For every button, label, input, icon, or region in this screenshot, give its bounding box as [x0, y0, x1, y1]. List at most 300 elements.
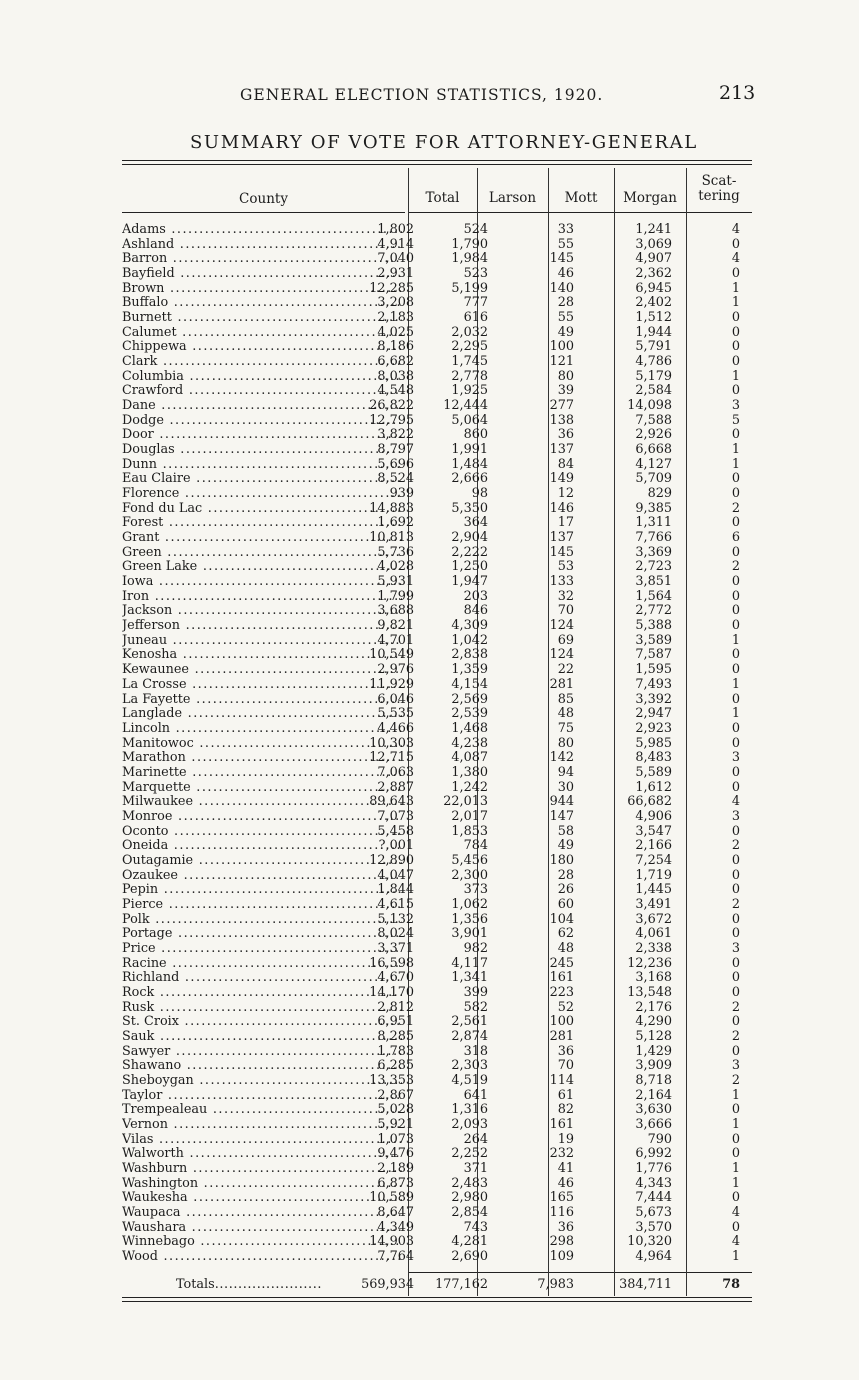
- county-name: Brown .....: [122, 282, 402, 297]
- morgan-votes: 2,723: [635, 559, 672, 575]
- table-row: [122, 1074, 752, 1089]
- scattering-votes: 0: [731, 603, 740, 619]
- total-votes: 10,549: [369, 647, 414, 663]
- county-name: Adams .....: [122, 223, 402, 238]
- larson-votes: 2,017: [451, 808, 488, 824]
- total-votes: 5,028: [377, 1102, 414, 1118]
- mott-votes: 75: [557, 720, 574, 736]
- mott-votes: 22: [557, 662, 574, 678]
- mott-votes: 180: [549, 852, 574, 868]
- scattering-votes: 0: [731, 383, 740, 399]
- morgan-votes: 2,772: [635, 603, 672, 619]
- morgan-votes: 7,587: [635, 647, 672, 663]
- mott-votes: 82: [557, 1102, 574, 1118]
- morgan-votes: 5,179: [635, 368, 672, 384]
- table-row: [122, 267, 752, 282]
- table-row: [122, 869, 752, 884]
- header-scattering-line2: tering: [698, 188, 740, 204]
- scattering-votes: 0: [731, 618, 740, 634]
- mott-votes: 277: [549, 398, 574, 414]
- table-row: [122, 854, 752, 869]
- mott-votes: 46: [557, 266, 574, 282]
- total-votes: 8,647: [377, 1205, 414, 1221]
- mott-votes: 48: [557, 940, 574, 956]
- larson-votes: 2,874: [451, 1028, 488, 1044]
- total-votes: 1,692: [377, 515, 414, 531]
- table-row: [122, 355, 752, 370]
- morgan-votes: 3,630: [635, 1102, 672, 1118]
- scattering-votes: 0: [731, 324, 740, 340]
- mott-votes: 147: [549, 808, 574, 824]
- morgan-votes: 5,985: [635, 735, 672, 751]
- scattering-votes: 0: [731, 911, 740, 927]
- county-name: Portage .....: [122, 927, 402, 942]
- larson-votes: 5,199: [451, 280, 488, 296]
- scattering-votes: 3: [731, 940, 740, 956]
- total-votes: 14,883: [369, 500, 414, 516]
- table-row: [122, 927, 752, 942]
- county-name: Oneida .....: [122, 839, 402, 854]
- larson-votes: 2,303: [451, 1058, 488, 1074]
- total-votes: 2,931: [377, 266, 414, 282]
- county-name: Walworth .....: [122, 1147, 402, 1162]
- county-rows: [122, 223, 752, 1265]
- total-votes: 8,024: [377, 926, 414, 942]
- total-votes: 14,903: [369, 1234, 414, 1250]
- morgan-votes: 10,320: [627, 1234, 672, 1250]
- mott-votes: 36: [557, 427, 574, 443]
- table-row: [122, 1206, 752, 1221]
- mott-votes: 161: [549, 970, 574, 986]
- mott-votes: 17: [557, 515, 574, 531]
- scattering-votes: 1: [731, 676, 740, 692]
- total-votes: 9,821: [377, 618, 414, 634]
- morgan-votes: 3,392: [635, 691, 672, 707]
- county-name: Dodge .....: [122, 414, 402, 429]
- county-name: Langlade .....: [122, 707, 402, 722]
- total-votes: 3,688: [377, 603, 414, 619]
- county-name: Crawford .....: [122, 384, 402, 399]
- running-head: [240, 82, 760, 104]
- county-name: Calumet .....: [122, 326, 402, 341]
- morgan-votes: 3,168: [635, 970, 672, 986]
- mott-votes: 142: [549, 750, 574, 766]
- total-votes: 1,802: [377, 222, 414, 237]
- county-name: St. Croix .....: [122, 1015, 402, 1030]
- scattering-votes: 1: [731, 632, 740, 648]
- county-name: La Crosse .....: [122, 678, 402, 693]
- scattering-votes: 0: [731, 515, 740, 531]
- morgan-votes: 2,166: [635, 838, 672, 854]
- morgan-votes: 5,673: [635, 1205, 672, 1221]
- mott-votes: 104: [549, 911, 574, 927]
- mott-votes: 48: [557, 706, 574, 722]
- mott-votes: 80: [557, 735, 574, 751]
- mott-votes: 145: [549, 251, 574, 267]
- morgan-votes: 6,668: [635, 442, 672, 458]
- table-row: [122, 693, 752, 708]
- county-name: Ashland .....: [122, 238, 402, 253]
- mott-votes: 281: [549, 1028, 574, 1044]
- table-row: [122, 839, 752, 854]
- larson-votes: 1,341: [451, 970, 488, 986]
- county-name: La Fayette .....: [122, 693, 402, 708]
- scattering-votes: 1: [731, 1161, 740, 1176]
- county-name: Rock .....: [122, 986, 402, 1001]
- scattering-votes: 1: [731, 442, 740, 458]
- morgan-votes: 2,947: [635, 706, 672, 722]
- total-votes: 6,951: [377, 1014, 414, 1030]
- larson-votes: 2,561: [451, 1014, 488, 1030]
- scattering-votes: 0: [731, 735, 740, 751]
- mott-votes: 36: [557, 1043, 574, 1059]
- scattering-votes: 4: [731, 1205, 740, 1221]
- table-row: [122, 590, 752, 605]
- scattering-votes: 3: [731, 808, 740, 824]
- table-row: [122, 1045, 752, 1060]
- total-votes: 3,822: [377, 427, 414, 443]
- morgan-votes: 7,493: [635, 676, 672, 692]
- total-votes: 3,208: [377, 295, 414, 311]
- scattering-votes: 0: [731, 588, 740, 604]
- mott-votes: 53: [557, 559, 574, 575]
- table-row: [122, 487, 752, 502]
- mott-votes: 46: [557, 1175, 574, 1191]
- mott-votes: 281: [549, 676, 574, 692]
- scattering-votes: 2: [731, 838, 740, 854]
- morgan-votes: 1,612: [635, 779, 672, 795]
- larson-votes: 860: [463, 427, 488, 443]
- table-row: [122, 810, 752, 825]
- county-name: Fond du Lac .....: [122, 502, 402, 517]
- larson-votes: 1,062: [451, 896, 488, 912]
- larson-votes: 1,925: [451, 383, 488, 399]
- table-row: [122, 722, 752, 737]
- county-name: Buffalo .....: [122, 296, 402, 311]
- scattering-votes: 4: [731, 794, 740, 810]
- larson-votes: 98: [471, 486, 488, 502]
- mott-votes: 137: [549, 530, 574, 546]
- table-row: [122, 1147, 752, 1162]
- mott-votes: 223: [549, 984, 574, 1000]
- table-row: [122, 516, 752, 531]
- total-votes: 4,914: [377, 236, 414, 252]
- morgan-votes: 7,444: [635, 1190, 672, 1206]
- total-votes: 939: [389, 486, 414, 502]
- table-row: [122, 619, 752, 634]
- morgan-votes: 1,241: [635, 222, 672, 237]
- scattering-votes: 1: [731, 456, 740, 472]
- county-name: Eau Claire .....: [122, 472, 402, 487]
- scattering-votes: 0: [731, 823, 740, 839]
- table-row: [122, 1133, 752, 1148]
- morgan-votes: 12,236: [627, 955, 672, 971]
- county-name: Grant .....: [122, 531, 402, 546]
- table-row: [122, 1221, 752, 1236]
- scattering-votes: 0: [731, 779, 740, 795]
- total-votes: 16,598: [369, 955, 414, 971]
- mott-votes: 33: [557, 222, 574, 237]
- table-row: [122, 751, 752, 766]
- scattering-votes: 0: [731, 647, 740, 663]
- total-votes: 2,887: [377, 779, 414, 795]
- county-name: Burnett .....: [122, 311, 402, 326]
- table-row: [122, 399, 752, 414]
- mott-votes: 30: [557, 779, 574, 795]
- total-votes: 5,132: [377, 911, 414, 927]
- scattering-votes: 2: [731, 999, 740, 1015]
- total-votes: 10,589: [369, 1190, 414, 1206]
- total-votes: ?,001: [378, 838, 414, 854]
- scattering-votes: 5: [731, 412, 740, 428]
- table-row: [122, 1001, 752, 1016]
- table-row: [122, 238, 752, 253]
- county-name: Waupaca .....: [122, 1206, 402, 1221]
- larson-votes: 1,316: [451, 1102, 488, 1118]
- morgan-votes: 5,388: [635, 618, 672, 634]
- table-row: [122, 781, 752, 796]
- total-votes: 4,349: [377, 1219, 414, 1235]
- mott-votes: 55: [557, 236, 574, 252]
- total-votes: 7,063: [377, 764, 414, 780]
- total-votes: 7,073: [377, 808, 414, 824]
- header-scattering-line1: Scat-: [701, 173, 737, 189]
- scattering-votes: 4: [731, 222, 740, 237]
- morgan-votes: 1,564: [635, 588, 672, 604]
- mott-votes: 84: [557, 456, 574, 472]
- larson-votes: 2,690: [451, 1249, 488, 1265]
- mott-votes: 80: [557, 368, 574, 384]
- scattering-votes: 0: [731, 354, 740, 370]
- total-votes: 2,867: [377, 1087, 414, 1103]
- bottom-rule-2: [122, 1301, 752, 1302]
- scattering-votes: 0: [731, 720, 740, 736]
- mott-votes: 944: [549, 794, 574, 810]
- total-votes: 1,844: [377, 882, 414, 898]
- table-row: [122, 472, 752, 487]
- total-votes: 5,931: [377, 574, 414, 590]
- larson-votes: 1,745: [451, 354, 488, 370]
- morgan-votes: 3,666: [635, 1116, 672, 1132]
- mott-votes: 26: [557, 882, 574, 898]
- larson-votes: 1,250: [451, 559, 488, 575]
- scattering-votes: 0: [731, 1219, 740, 1235]
- header-mott: Mott: [564, 190, 598, 206]
- header-rule-county: [122, 212, 405, 213]
- morgan-votes: 4,786: [635, 354, 672, 370]
- morgan-votes: 5,791: [635, 339, 672, 355]
- larson-votes: 784: [463, 838, 488, 854]
- morgan-votes: 13,548: [627, 984, 672, 1000]
- table-row: [122, 825, 752, 840]
- scattering-votes: 4: [731, 251, 740, 267]
- table-row: [122, 678, 752, 693]
- county-name: Florence .....: [122, 487, 402, 502]
- larson-votes: 1,356: [451, 911, 488, 927]
- larson-votes: 1,380: [451, 764, 488, 780]
- table-row: [122, 913, 752, 928]
- morgan-votes: 8,718: [635, 1072, 672, 1088]
- table-row: [122, 296, 752, 311]
- table-row: [122, 1030, 752, 1045]
- scattering-votes: 1: [731, 1175, 740, 1191]
- larson-votes: 2,980: [451, 1190, 488, 1206]
- larson-votes: 2,854: [451, 1205, 488, 1221]
- morgan-votes: 3,369: [635, 544, 672, 560]
- morgan-votes: 3,589: [635, 632, 672, 648]
- mott-votes: 94: [557, 764, 574, 780]
- morgan-votes: 2,176: [635, 999, 672, 1015]
- table-row: [122, 531, 752, 546]
- county-name: Waushara .....: [122, 1221, 402, 1236]
- county-name: Ozaukee .....: [122, 869, 402, 884]
- table-row: [122, 443, 752, 458]
- scattering-votes: 1: [731, 1087, 740, 1103]
- larson-votes: 203: [463, 588, 488, 604]
- total-votes: 4,025: [377, 324, 414, 340]
- larson-votes: 2,252: [451, 1146, 488, 1162]
- larson-votes: 982: [463, 940, 488, 956]
- larson-votes: 371: [463, 1161, 488, 1176]
- morgan-votes: 7,254: [635, 852, 672, 868]
- total-votes: 8,524: [377, 471, 414, 487]
- total-votes: 6,046: [377, 691, 414, 707]
- morgan-votes: 1,429: [635, 1043, 672, 1059]
- mott-votes: 49: [557, 324, 574, 340]
- larson-votes: 1,984: [451, 251, 488, 267]
- morgan-votes: 2,338: [635, 940, 672, 956]
- mott-votes: 70: [557, 603, 574, 619]
- totals-larson: 177,162: [435, 1277, 488, 1292]
- morgan-votes: 1,445: [635, 882, 672, 898]
- totals-total: 569,934: [361, 1277, 414, 1292]
- scattering-votes: 2: [731, 559, 740, 575]
- scattering-votes: 1: [731, 706, 740, 722]
- mott-votes: 149: [549, 471, 574, 487]
- larson-votes: 743: [463, 1219, 488, 1235]
- morgan-votes: 1,512: [635, 310, 672, 326]
- morgan-votes: 14,098: [627, 398, 672, 414]
- scattering-votes: 0: [731, 662, 740, 678]
- scattering-votes: 3: [731, 1058, 740, 1074]
- larson-votes: 1,042: [451, 632, 488, 648]
- larson-votes: 616: [463, 310, 488, 326]
- scattering-votes: 0: [731, 1190, 740, 1206]
- mott-votes: 55: [557, 310, 574, 326]
- table-row: [122, 971, 752, 986]
- mott-votes: 52: [557, 999, 574, 1015]
- larson-votes: 264: [463, 1131, 488, 1147]
- larson-votes: 399: [463, 984, 488, 1000]
- mott-votes: 137: [549, 442, 574, 458]
- mott-votes: 12: [557, 486, 574, 502]
- table-row: [122, 1103, 752, 1118]
- total-votes: 8,186: [377, 339, 414, 355]
- mott-votes: 124: [549, 618, 574, 634]
- mott-votes: 109: [549, 1249, 574, 1265]
- total-votes: 9,476: [377, 1146, 414, 1162]
- scattering-votes: 0: [731, 852, 740, 868]
- table-row: [122, 546, 752, 561]
- scattering-votes: 0: [731, 427, 740, 443]
- morgan-votes: 4,343: [635, 1175, 672, 1191]
- total-votes: 2,183: [377, 310, 414, 326]
- table-row: [122, 1250, 752, 1265]
- total-votes: 4,548: [377, 383, 414, 399]
- totals-mott: 7,983: [537, 1277, 574, 1292]
- morgan-votes: 3,570: [635, 1219, 672, 1235]
- county-name: Monroe .....: [122, 810, 402, 825]
- table-row: [122, 766, 752, 781]
- mott-votes: 298: [549, 1234, 574, 1250]
- larson-votes: 318: [463, 1043, 488, 1059]
- page-title: SUMMARY OF VOTE FOR ATTORNEY-GENERAL: [190, 132, 698, 153]
- mott-votes: 140: [549, 280, 574, 296]
- scattering-votes: 0: [731, 236, 740, 252]
- morgan-votes: 1,776: [635, 1161, 672, 1176]
- scattering-votes: 0: [731, 955, 740, 971]
- larson-votes: 2,569: [451, 691, 488, 707]
- table-row: [122, 663, 752, 678]
- table-row: [122, 340, 752, 355]
- total-votes: 8,797: [377, 442, 414, 458]
- larson-votes: 524: [463, 222, 488, 237]
- scattering-votes: 0: [731, 1146, 740, 1162]
- total-votes: 1,799: [377, 588, 414, 604]
- scattering-votes: 0: [731, 1131, 740, 1147]
- page-number: 213: [719, 82, 756, 104]
- morgan-votes: 1,719: [635, 867, 672, 883]
- table-row: [122, 560, 752, 575]
- morgan-votes: 3,491: [635, 896, 672, 912]
- total-votes: 12,285: [369, 280, 414, 296]
- morgan-votes: 790: [647, 1131, 672, 1147]
- total-votes: 4,466: [377, 720, 414, 736]
- scattering-votes: 1: [731, 368, 740, 384]
- header-total: Total: [425, 190, 460, 206]
- total-votes: 12,715: [369, 750, 414, 766]
- header-larson: Larson: [488, 190, 537, 206]
- mott-votes: 138: [549, 412, 574, 428]
- table-row: [122, 370, 752, 385]
- county-name: Dunn .....: [122, 458, 402, 473]
- table-row: [122, 458, 752, 473]
- county-name: Sheboygan .....: [122, 1074, 402, 1089]
- scattering-votes: 0: [731, 1014, 740, 1030]
- mott-votes: 32: [557, 588, 574, 604]
- total-votes: 14,170: [369, 984, 414, 1000]
- bottom-rule-1: [122, 1297, 752, 1298]
- scattering-votes: 0: [731, 984, 740, 1000]
- mott-votes: 165: [549, 1190, 574, 1206]
- total-votes: 2,976: [377, 662, 414, 678]
- total-votes: 4,028: [377, 559, 414, 575]
- county-name: Vernon .....: [122, 1118, 402, 1133]
- county-name: Marathon .....: [122, 751, 402, 766]
- table-row: [122, 282, 752, 297]
- county-name: Outagamie .....: [122, 854, 402, 869]
- morgan-votes: 1,311: [635, 515, 672, 531]
- larson-votes: 2,300: [451, 867, 488, 883]
- table-row: [122, 384, 752, 399]
- mott-votes: 161: [549, 1116, 574, 1132]
- larson-votes: 1,991: [451, 442, 488, 458]
- table-row: [122, 502, 752, 517]
- county-name: Oconto .....: [122, 825, 402, 840]
- table-row: [122, 648, 752, 663]
- scattering-votes: 3: [731, 750, 740, 766]
- mott-votes: 114: [549, 1072, 574, 1088]
